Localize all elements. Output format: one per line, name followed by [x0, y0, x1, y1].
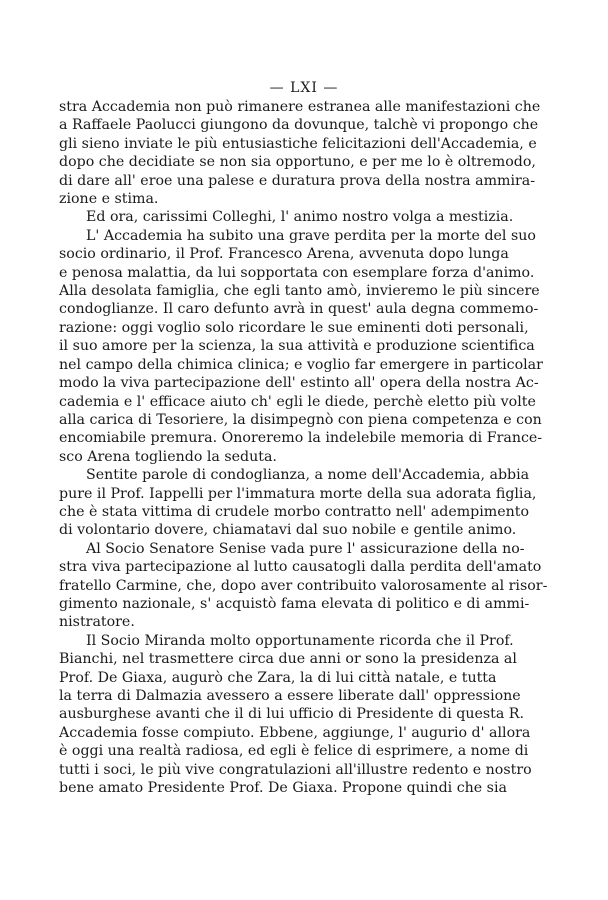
text-line: di volontario dovere, chiamatavi dal suo nobile e gentile animo.	[59, 522, 517, 539]
paragraph	[59, 540, 548, 632]
text-line: stra viva partecipazione al lutto causatogli dalla perdita dell'amato	[59, 559, 542, 576]
text-line: Al Socio Senatore Senise vada pure l' assicurazione della no-	[86, 540, 525, 557]
paragraph	[59, 632, 532, 798]
text-line: Prof. De Giaxa, augurò che Zara, la di lui città natale, e tutta	[59, 669, 497, 686]
text-line: gimento nazionale, s' acquistò fama elevata di politico e di ammi-	[59, 595, 530, 612]
text-line: Ed ora, carissimi Colleghi, l' animo nostro volga a mestizia.	[86, 209, 514, 226]
text-line: nel campo della chimica clinica; e voglio far emergere in particolar	[59, 356, 543, 373]
text-line: zione e stima.	[59, 191, 159, 208]
text-line: Bianchi, nel trasmettere circa due anni or sono la presidenza al	[59, 651, 517, 668]
text-line: stra Accademia non può rimanere estranea alle manifestazioni che	[59, 99, 541, 115]
text-line: Accademia fosse compiuto. Ebbene, aggiunge, l' augurio d' allora	[59, 724, 531, 741]
text-line: e penosa malattia, da lui sopportata con esemplare forza d'animo.	[59, 264, 535, 281]
text-line: è oggi una realtà radiosa, ed egli è felice di esprimere, a nome di	[59, 743, 529, 760]
text-line: cademia e l' efficace aiuto ch' egli le diede, perchè eletto più volte	[59, 393, 536, 410]
text-line: tutti i soci, le più vive congratulazioni all'illustre redento e nostro	[59, 761, 532, 778]
text-line: la terra di Dalmazia avessero a essere liberate dall' oppressione	[59, 688, 521, 704]
paragraph	[59, 98, 541, 208]
text-line: modo la viva partecipazione dell' estinto all' opera della nostra Ac-	[59, 375, 539, 392]
text-line: che è stata vittima di crudele morbo contratto nell' adempimento	[59, 503, 530, 520]
text-line: di dare all' eroe una palese e duratura prova della nostra ammira-	[59, 172, 536, 189]
text-line: nistratore.	[59, 614, 135, 631]
text-line: Sentite parole di condoglianza, a nome dell'Accademia, abbia	[86, 467, 530, 484]
paragraph	[59, 208, 514, 226]
text-line: dopo che decidiate se non sia opportuno, e per me lo è oltremodo,	[59, 154, 536, 171]
text-line: sco Arena togliendo la seduta.	[59, 448, 277, 465]
text-line: il suo amore per la scienza, la sua attività e produzione scientifica	[59, 338, 535, 355]
page-header: — LXI —	[269, 80, 339, 96]
text-line: socio ordinario, il Prof. Francesco Arena, avvenuta dopo lunga	[59, 246, 509, 263]
text-line: gli sieno inviate le più entusiastiche felicitazioni dell'Accademia, e	[59, 135, 537, 152]
body-text	[59, 98, 548, 797]
paragraph	[59, 227, 543, 466]
text-line: razione: oggi voglio solo ricordare le sue eminenti doti personali,	[59, 319, 529, 336]
text-line: Alla desolata famiglia, che egli tanto amò, invieremo le più sincere	[59, 283, 540, 300]
text-line: fratello Carmine, che, dopo aver contribuito valorosamente al risor-	[59, 577, 548, 594]
text-line: L' Accademia ha subito una grave perdita per la morte del suo	[86, 227, 536, 244]
text-line: bene amato Presidente Prof. De Giaxa. Propone quindi che sia	[59, 780, 507, 797]
text-line: alla carica di Tesoriere, la disimpegnò con piena competenza e con	[59, 411, 542, 428]
text-line: condoglianze. Il caro defunto avrà in quest' aula degna commemo-	[59, 301, 539, 318]
paragraph	[59, 466, 537, 540]
text-line: pure il Prof. Iappelli per l'immatura morte della sua adorata figlia,	[59, 485, 537, 502]
text-line: Il Socio Miranda molto opportunamente ricorda che il Prof.	[86, 632, 514, 649]
text-line: ausburghese avanti che il di lui ufficio di Presidente di questa R.	[59, 706, 524, 723]
text-line: encomiabile premura. Onoreremo la indelebile memoria di France-	[59, 430, 543, 447]
text-line: a Raffaele Paolucci giungono da dovunque, talchè vi propongo che	[59, 117, 539, 134]
